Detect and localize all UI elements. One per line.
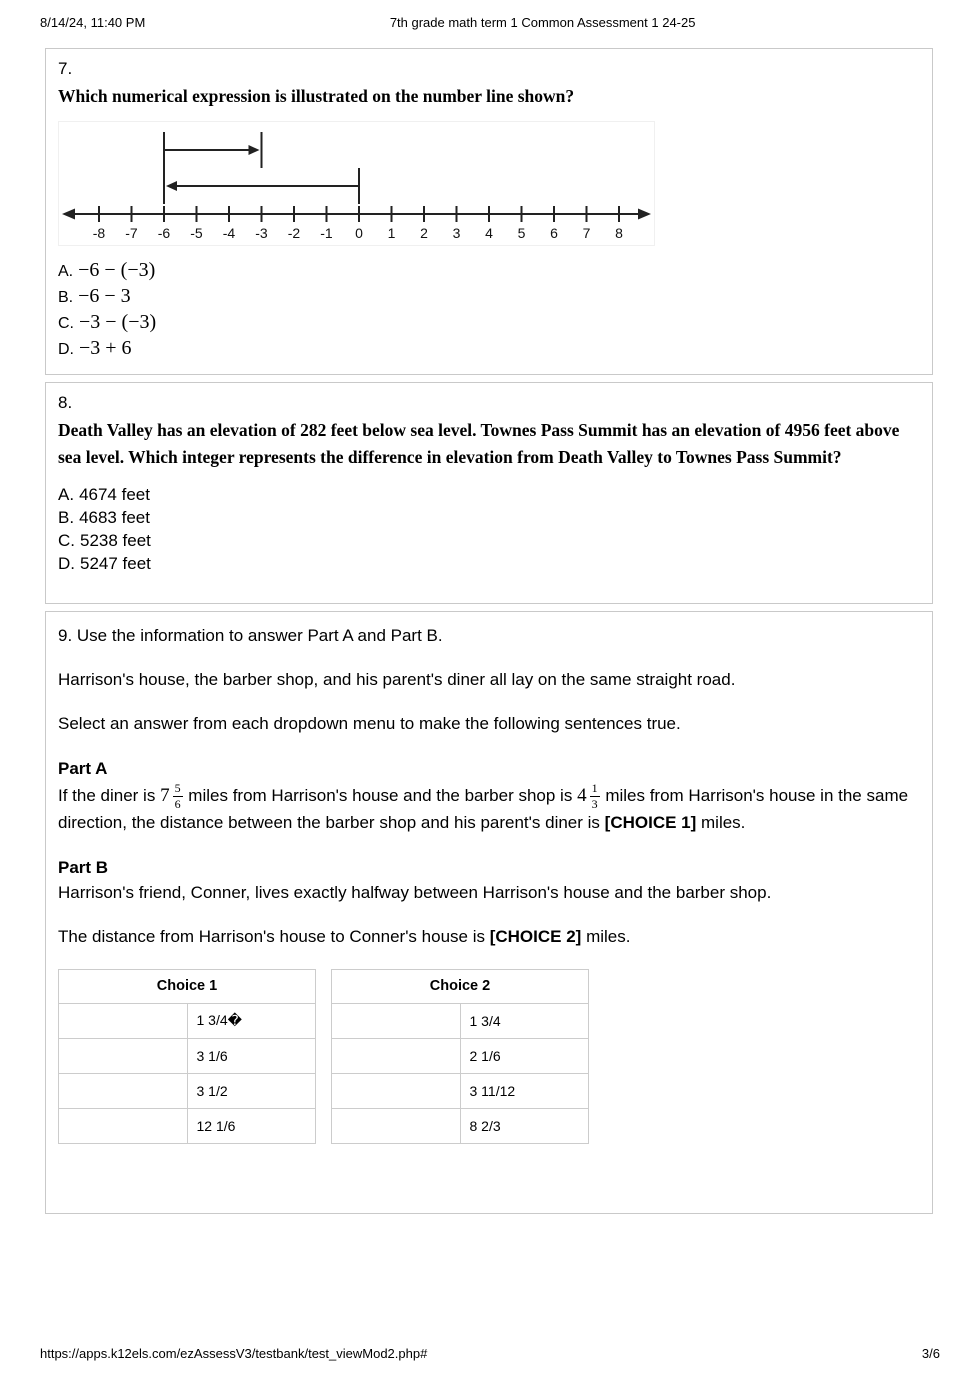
choice-label: D.	[58, 553, 75, 573]
answer-choice-c	[58, 310, 920, 336]
choice-2-table	[331, 969, 589, 1144]
svg-text:-6: -6	[157, 225, 171, 241]
question-8-box	[45, 382, 933, 604]
part-b-line1: Harrison's friend, Conner, lives exactly halfway between Harrison's house and the barber shop.	[58, 882, 772, 902]
option-label: 3 11/12	[460, 1073, 589, 1108]
choice-label: D.	[58, 341, 74, 359]
dropdown-option-tables	[58, 969, 920, 1144]
option-row	[332, 1003, 589, 1038]
choice-expression: −6 − (−3)	[78, 259, 156, 282]
number-line-figure	[58, 121, 655, 246]
svg-text:-7: -7	[125, 225, 138, 241]
question-9-instruction: Select an answer from each dropdown menu to make the following sentences true.	[58, 714, 681, 734]
mixed-number-2	[577, 780, 601, 811]
answer-choice-a	[58, 483, 920, 506]
document-body	[45, 48, 933, 1221]
svg-text:7: 7	[582, 225, 591, 241]
part-a-heading: Part A	[58, 759, 108, 779]
choice-label: A.	[58, 263, 74, 281]
print-footer	[40, 1346, 940, 1361]
header-title: 7th grade math term 1 Common Assessment 1 24-25	[389, 15, 696, 30]
option-label: 12 1/6	[187, 1108, 316, 1143]
footer-url: https://apps.k12els.com/ezAssessV3/testbank/test_viewMod2.php#	[40, 1346, 428, 1361]
answer-choice-b	[58, 284, 920, 310]
whole-number: 4	[577, 784, 587, 806]
answer-choice-d	[58, 336, 920, 362]
svg-text:0: 0	[355, 225, 363, 241]
choice-text: 5247 feet	[80, 553, 151, 573]
whole-number: 7	[160, 784, 170, 806]
svg-text:5: 5	[517, 225, 526, 241]
question-9-box	[45, 611, 933, 1214]
choice-1-token: [CHOICE 1]	[604, 813, 697, 833]
option-row	[59, 1073, 316, 1108]
choice-expression: −3 + 6	[79, 337, 132, 360]
part-b-line2	[58, 925, 920, 950]
svg-text:-2: -2	[287, 225, 301, 241]
svg-text:4: 4	[485, 225, 493, 241]
denominator: 6	[174, 796, 181, 811]
choice-2-token: [CHOICE 2]	[489, 926, 582, 946]
svg-text:2: 2	[420, 225, 428, 241]
part-a-seg1: If the diner is	[58, 785, 156, 805]
numerator: 5	[173, 782, 183, 797]
numerator: 1	[590, 782, 600, 797]
header-datetime: 8/14/24, 11:40 PM	[40, 15, 146, 30]
svg-text:-5: -5	[190, 225, 203, 241]
choice-label: B.	[58, 507, 75, 527]
choice-text: 4674 feet	[79, 484, 150, 504]
answer-choice-d	[58, 552, 920, 575]
option-label: 3 1/6	[187, 1038, 316, 1073]
answer-choice-b	[58, 506, 920, 529]
choice-label: B.	[58, 289, 74, 307]
print-header	[40, 15, 940, 30]
choice-expression: −6 − 3	[78, 285, 131, 308]
part-a-text	[58, 782, 920, 836]
choice-text: 4683 feet	[79, 507, 150, 527]
question-7-number: 7.	[58, 59, 73, 78]
svg-text:-1: -1	[320, 225, 333, 241]
option-select-cell	[332, 1108, 461, 1143]
option-select-cell	[332, 1073, 461, 1108]
question-8-choices	[58, 483, 920, 575]
question-9-intro: 9. Use the information to answer Part A and Part B.	[58, 626, 443, 646]
option-row	[332, 1073, 589, 1108]
option-label: 8 2/3	[460, 1108, 589, 1143]
denominator: 3	[591, 796, 598, 811]
part-a-seg3: miles from Harrison's house in the same direction, the distance between the barber shop and his parent's diner is	[58, 785, 909, 833]
option-select-cell	[59, 1073, 188, 1108]
option-row	[59, 1108, 316, 1143]
answer-choice-c	[58, 529, 920, 552]
question-7-prompt: Which numerical expression is illustrated on the number line shown?	[58, 86, 575, 106]
question-8-number: 8.	[58, 393, 73, 413]
footer-page-number: 3/6	[921, 1346, 940, 1361]
option-select-cell	[59, 1038, 188, 1073]
part-b-seg2: miles.	[586, 926, 631, 946]
svg-text:1: 1	[387, 225, 396, 241]
option-label: 1 3/4	[460, 1003, 589, 1038]
answer-choice-a	[58, 258, 920, 284]
option-label: 3 1/2	[187, 1073, 316, 1108]
choice-expression: −3 − (−3)	[79, 311, 157, 334]
question-8-prompt: Death Valley has an elevation of 282 feet below sea level. Townes Pass Summit has an elevation of 4956 feet above sea level. Which integer represents the difference in elevation from Death Valley to Townes Pass Summit?	[58, 420, 900, 467]
part-b-heading: Part B	[58, 858, 109, 878]
mixed-number-1	[160, 780, 184, 811]
option-label: 2 1/6	[460, 1038, 589, 1073]
option-row	[59, 1003, 316, 1038]
part-a-seg4: miles.	[701, 813, 746, 833]
svg-text:3: 3	[452, 225, 461, 241]
part-b	[58, 855, 920, 949]
choice-2-table-header: Choice 2	[332, 969, 589, 1003]
svg-text:-4: -4	[222, 225, 236, 241]
choice-text: 5238 feet	[80, 530, 151, 550]
part-a	[58, 756, 920, 836]
fraction	[173, 782, 183, 811]
choice-1-table-header: Choice 1	[59, 969, 316, 1003]
question-7-choices	[58, 258, 920, 362]
svg-text:-8: -8	[92, 225, 106, 241]
number-line-svg	[59, 122, 654, 240]
option-row	[332, 1108, 589, 1143]
option-label: 1 3/4�	[187, 1003, 316, 1038]
part-a-seg2: miles from Harrison's house and the barber shop is	[188, 785, 573, 805]
option-select-cell	[59, 1108, 188, 1143]
option-select-cell	[332, 1038, 461, 1073]
svg-text:8: 8	[615, 225, 623, 241]
option-select-cell	[59, 1003, 188, 1038]
choice-label: A.	[58, 484, 75, 504]
option-row	[59, 1038, 316, 1073]
question-7-box	[45, 48, 933, 375]
option-select-cell	[332, 1003, 461, 1038]
fraction	[590, 782, 600, 811]
part-b-seg1: The distance from Harrison's house to Conner's house is	[58, 926, 485, 946]
svg-text:-3: -3	[255, 225, 268, 241]
question-9-context: Harrison's house, the barber shop, and his parent's diner all lay on the same straight road.	[58, 670, 736, 690]
svg-text:6: 6	[550, 225, 558, 241]
choice-1-table	[58, 969, 316, 1144]
option-row	[332, 1038, 589, 1073]
choice-label: C.	[58, 530, 75, 550]
choice-label: C.	[58, 315, 74, 333]
